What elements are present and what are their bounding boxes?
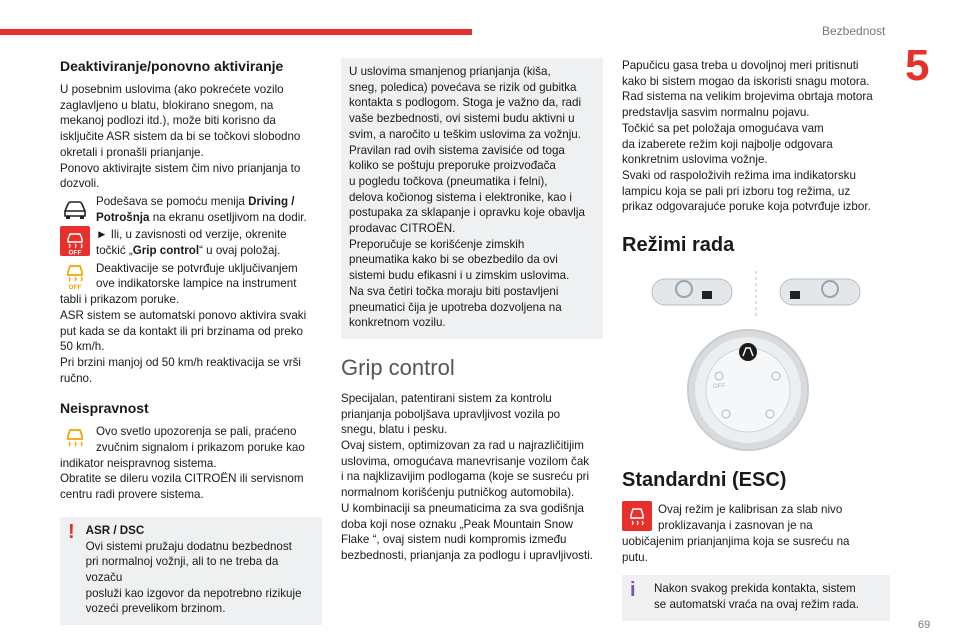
row-standard xyxy=(622,502,890,533)
info-text: Nakon svakog prekida kontakta, sistem se automatski vraća na ovaj režim rada. xyxy=(654,582,859,611)
text-part: ► Ili, u zavisnosti od verzije, okrenite točkić „ xyxy=(96,228,287,258)
heading-standard: Standardni (ESC) xyxy=(622,469,787,492)
text-car-menu xyxy=(96,194,307,225)
knob-off-label: OFF xyxy=(713,383,725,390)
text-part: Podešava se pomoću menija xyxy=(96,194,249,208)
menu-name: Driving / Potrošnja xyxy=(96,194,295,224)
warning-title: ASR / DSC xyxy=(85,523,145,537)
warning-row xyxy=(68,520,312,617)
knob-name: Grip control xyxy=(132,244,200,258)
column-3 xyxy=(622,58,890,621)
warning-text: Ovi sistemi pružaju dodatnu bezbednost pri normalnoj vožnji, ali to ne treba da vozaču posluži kao izgovor da nepotrebno rizikuje vozeći prevelikom brzinom. xyxy=(85,539,302,616)
heading-grip-control: Grip control xyxy=(341,354,455,380)
grip-control-knob-illustration xyxy=(622,324,890,454)
column-1 xyxy=(60,58,322,625)
column-2 xyxy=(341,58,603,564)
notice-box xyxy=(341,58,603,339)
text-standard-icon: Ovaj režim je kalibrisan za slab nivo proklizavanja i zasnovan je na xyxy=(658,503,843,533)
text-grip-off xyxy=(96,227,287,258)
info-icon: i xyxy=(630,579,636,602)
standard-mode-red-icon xyxy=(622,501,652,531)
row-grip-off xyxy=(60,227,322,258)
top-red-bar xyxy=(0,29,472,35)
text-part: na ekranu osetljivom na dodir. xyxy=(149,210,307,224)
para-fault: indikator neispravnog sistema. Obratite se dileru vozila CITROËN ili servisnom centru radi provere sistema. xyxy=(60,456,304,502)
para-accelerator: Papučicu gasa treba u dovoljnoj meri pritisnuti kako bi sistem mogao da iskoristi snagu motora. Rad sistema na velikim brojevima obrtaja motora predstavlja sasvim normalnu pojavu. Točkić sa pet položaja omogućava vam da izaberete režim koji najbolje odgovara konkretnim uslovima vožnje. Svaki od raspoloživih režima ima indikatorsku lampicu koja se pali pri izboru tog režima, uz prikaz odgovarajuće poruke koja potvrđuje izbor. xyxy=(622,59,873,214)
para-standard: uobičajenim prianjanjima koja se susreću na putu. xyxy=(622,534,850,564)
warning-box xyxy=(60,517,322,625)
para-reactivation: tabli i prikazom poruke. ASR sistem se automatski ponovo aktivira svaki put kada se da kontakt ili pri brzinama od preko 50 km/h. Pri brzini manjoj od 50 km/h reaktivacija se vrši ručno. xyxy=(60,293,307,385)
page-number: 69 xyxy=(918,619,931,631)
off-label: OFF xyxy=(68,283,82,290)
heading-modes: Režimi rada xyxy=(622,234,735,257)
heading-fault: Neispravnost xyxy=(60,400,149,417)
para-grip-control: Specijalan, patentirani sistem za kontrolu prianjanja poboljšava upravljivost vozila po snegu, blatu i pesku. Ovaj sistem, optimizovan za rad u najrazličitijim uslovima, omogućava manevrisanje vozilom čak i na najklizavijim podlogama (koje se susreću pri normalnom korišćenju putničkog automobila). U kombinaciji sa pneumaticima za sva godišnja doba koji nose oznaku „Peak Mountain Snow Flake “, ovaj sistem nudi kompromis između bezbednosti, prianjanja za podlogu i upravljivosti. xyxy=(341,391,593,562)
grip-off-red-icon xyxy=(60,226,90,256)
text-fault-icon: Ovo svetlo upozorenja se pali, praćeno zvučnim signalom i prikazom poruke kao xyxy=(96,425,305,455)
traction-off-amber-icon xyxy=(60,260,90,290)
chapter-number: 5 xyxy=(905,41,930,90)
section-title: Bezbednost xyxy=(822,24,886,38)
row-car-menu xyxy=(60,194,322,225)
heading-deactivation: Deaktiviranje/ponovno aktiviranje xyxy=(60,58,284,74)
notice-text: U uslovima smanjenog prianjanja (kiša, sneg, poledica) povećava se rizik od gubitka kontakta s podlogom. Stoga je važno da, radi vaše bezbednosti, ovi sistemi budu aktivni u svim, a naročito u teškim uslovima za vožnju. Pravilan rad ovih sistema zavisiće od toga koliko se poštuju preporuke proizvođača u pogledu točkova (pneumatika i felni), delova kočionog sistema i elektronike, kao i postupaka za sklapanje i opravku koje obavlja prodavac CITROËN. Preporučuje se korišćenje zimskih pneumatika kako bi se obezbedilo da ovi sistemi budu efikasni i u zimskim uslovima. Na sva četiri točka moraju biti postavljeni pneumatici čija je upotreba dozvoljena na konkretnom vozilu. xyxy=(349,65,585,330)
exclamation-icon: ! xyxy=(68,520,75,543)
row-off-indicator xyxy=(60,261,322,292)
warning-content xyxy=(86,523,312,617)
row-fault xyxy=(60,424,322,455)
off-label: OFF xyxy=(68,249,82,257)
text-part: “ u ovaj položaj. xyxy=(199,244,281,258)
traction-warning-amber-icon xyxy=(60,423,90,453)
text-off-indicator: Deaktivacije se potvrđuje uključivanjem ove indikatorske lampice na instrument xyxy=(96,261,298,291)
car-icon xyxy=(60,193,90,223)
button-illustration xyxy=(622,271,890,319)
para-deactivation: U posebnim uslovima (ako pokrećete vozilo zaglavljeno u blatu, blokirano snegom, na mekanoj podlozi itd.), može biti korisno da isključite ASR sistem da bi se točkovi slobodno okretali i pronašli prianjanje. Ponovo aktivirajte sistem čim nivo prianjanja to dozvoli. xyxy=(60,83,301,191)
info-box xyxy=(622,575,890,620)
